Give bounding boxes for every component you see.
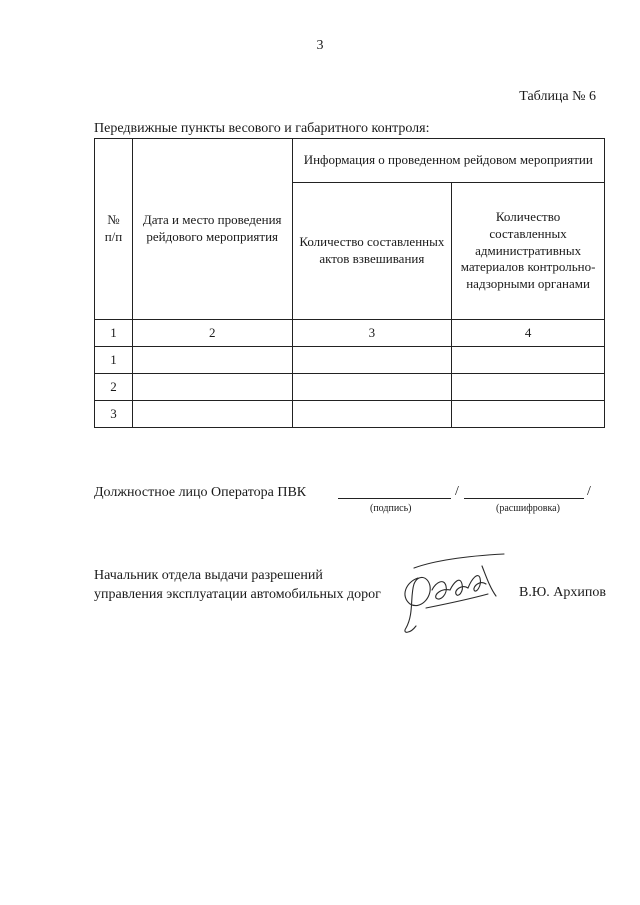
row-admin[interactable] bbox=[452, 347, 605, 374]
row-acts[interactable] bbox=[292, 374, 452, 401]
slash: / bbox=[587, 484, 591, 499]
row-num: 3 bbox=[95, 401, 133, 428]
chief-title-line: Начальник отдела выдачи разрешений bbox=[94, 568, 323, 583]
row-date-place[interactable] bbox=[132, 401, 292, 428]
table-row bbox=[95, 401, 605, 428]
operator-label: Должностное лицо Оператора ПВК bbox=[94, 485, 307, 500]
chief-title-line: управления эксплуатации автомобильных дорог bbox=[94, 586, 381, 602]
signature-caption: (подпись) bbox=[370, 503, 412, 514]
row-date-place[interactable] bbox=[132, 347, 292, 374]
row-admin[interactable] bbox=[452, 401, 605, 428]
column-number-row bbox=[95, 320, 605, 347]
page-number: 3 bbox=[316, 38, 324, 53]
header-num: № п/п bbox=[95, 139, 133, 320]
chief-title bbox=[94, 567, 381, 605]
weight-control-table bbox=[94, 138, 605, 428]
table-label: Таблица № 6 bbox=[519, 89, 596, 104]
chief-name: В.Ю. Архипов bbox=[519, 585, 606, 600]
header-info-group: Информация о проведенном рейдовом мероприятии bbox=[292, 139, 604, 183]
header-admin: Количество составленных административных материалов контрольно-надзорными органами bbox=[452, 183, 605, 320]
table-caption: Передвижные пункты весового и габаритного контроля: bbox=[94, 121, 430, 136]
decoding-caption: (расшифровка) bbox=[496, 503, 560, 514]
header-acts: Количество составленных актов взвешивания bbox=[292, 183, 452, 320]
row-acts[interactable] bbox=[292, 347, 452, 374]
row-num: 2 bbox=[95, 374, 133, 401]
slash: / bbox=[455, 484, 459, 499]
decoding-line[interactable] bbox=[464, 498, 584, 499]
row-admin[interactable] bbox=[452, 374, 605, 401]
column-number: 4 bbox=[452, 320, 605, 347]
row-num: 1 bbox=[95, 347, 133, 374]
signature-line[interactable] bbox=[338, 498, 451, 499]
column-number: 1 bbox=[95, 320, 133, 347]
column-number: 3 bbox=[292, 320, 452, 347]
row-acts[interactable] bbox=[292, 401, 452, 428]
column-number: 2 bbox=[132, 320, 292, 347]
handwritten-signature bbox=[396, 548, 508, 640]
row-date-place[interactable] bbox=[132, 374, 292, 401]
table-row bbox=[95, 347, 605, 374]
table-row bbox=[95, 374, 605, 401]
header-date-place: Дата и место проведения рейдового мероприятия bbox=[132, 139, 292, 320]
